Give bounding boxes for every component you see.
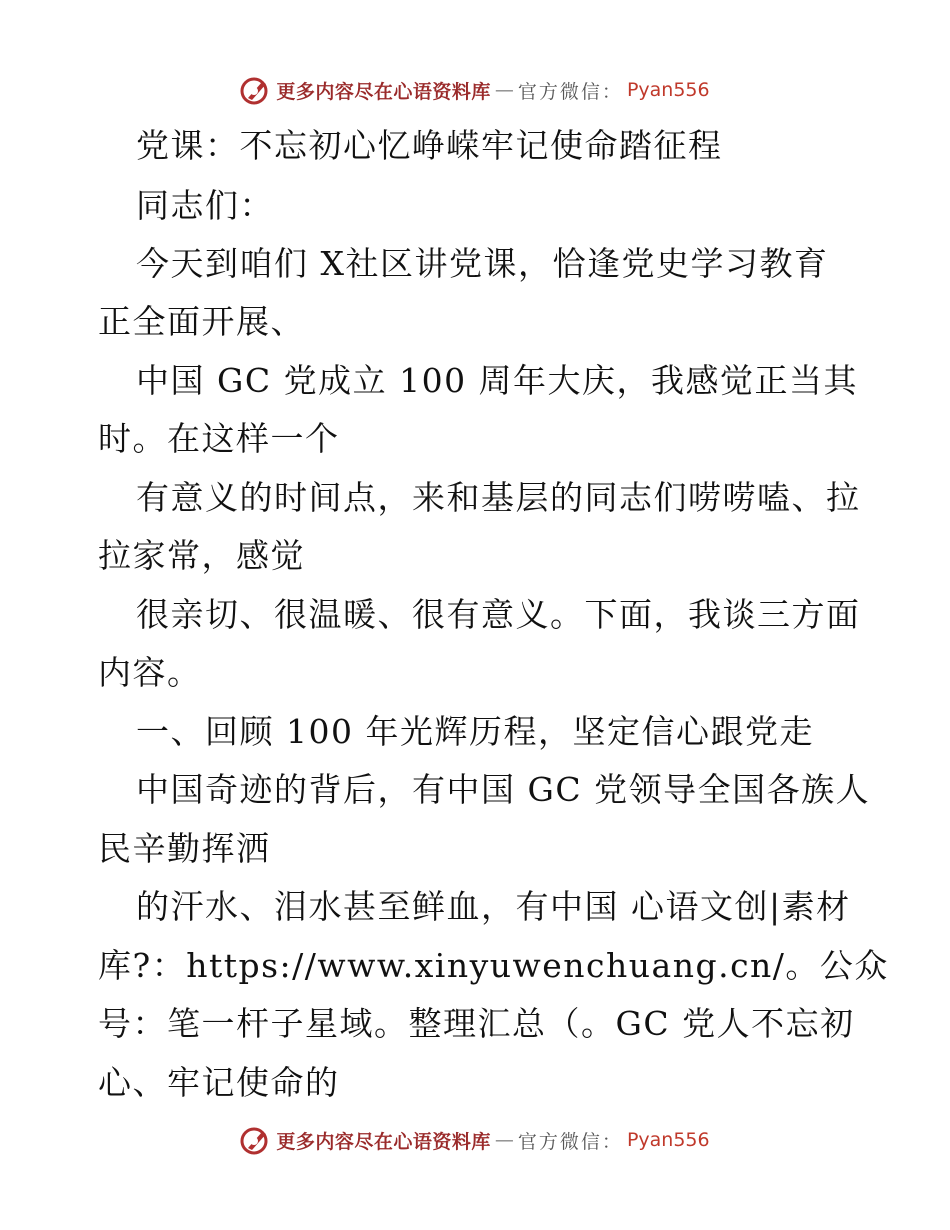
- banner-official-wechat-label: 官方微信：: [517, 80, 623, 103]
- doc-line: 时。在这样一个: [98, 419, 340, 458]
- doc-line: 很亲切、很温暖、很有意义。下面，我谈三方面: [136, 595, 861, 634]
- doc-line: 心、牢记使命的: [98, 1063, 340, 1102]
- banner-dash: —: [494, 1129, 514, 1151]
- banner-dash: —: [494, 79, 514, 101]
- pen-logo-icon: [240, 1124, 272, 1156]
- pen-logo-icon: [240, 74, 272, 106]
- banner-lead-text: 更多内容尽在心语资料库: [276, 1130, 491, 1153]
- doc-line: 有意义的时间点，来和基层的同志们唠唠嗑、拉: [136, 478, 861, 517]
- doc-line: 内容。: [98, 653, 202, 692]
- doc-line: 正全面开展、: [98, 302, 305, 341]
- header-watermark-banner: [0, 70, 950, 110]
- banner-wechat-id: Pyan556: [626, 79, 710, 101]
- banner-wechat-id: Pyan556: [626, 1129, 710, 1151]
- doc-line: 今天到咱们 X社区讲党课，恰逢党史学习教育: [136, 244, 829, 283]
- banner-official-wechat-label: 官方微信：: [517, 1130, 623, 1153]
- doc-salutation: 同志们：: [136, 186, 274, 225]
- doc-line: 的汗水、泪水甚至鲜血，有中国 心语文创|素材: [136, 887, 851, 926]
- banner-lead-text: 更多内容尽在心语资料库: [276, 80, 491, 103]
- doc-section-heading: 一、回顾 100 年光辉历程，坚定信心跟党走: [136, 712, 814, 751]
- doc-line: 拉家常，感觉: [98, 536, 305, 575]
- doc-title: 党课：不忘初心忆峥嵘牢记使命踏征程: [136, 126, 723, 165]
- doc-line: 号：笔一杆子星域。整理汇总（。GC 党人不忘初: [98, 1004, 855, 1043]
- doc-line: 中国 GC 党成立 100 周年大庆，我感觉正当其: [136, 361, 859, 400]
- doc-line: 民辛勤挥洒: [98, 829, 271, 868]
- doc-line: 库?：https://www.xinyuwenchuang.cn/。公众: [98, 946, 889, 985]
- doc-line: 中国奇迹的背后，有中国 GC 党领导全国各族人: [136, 770, 871, 809]
- footer-watermark-banner: [0, 1120, 950, 1160]
